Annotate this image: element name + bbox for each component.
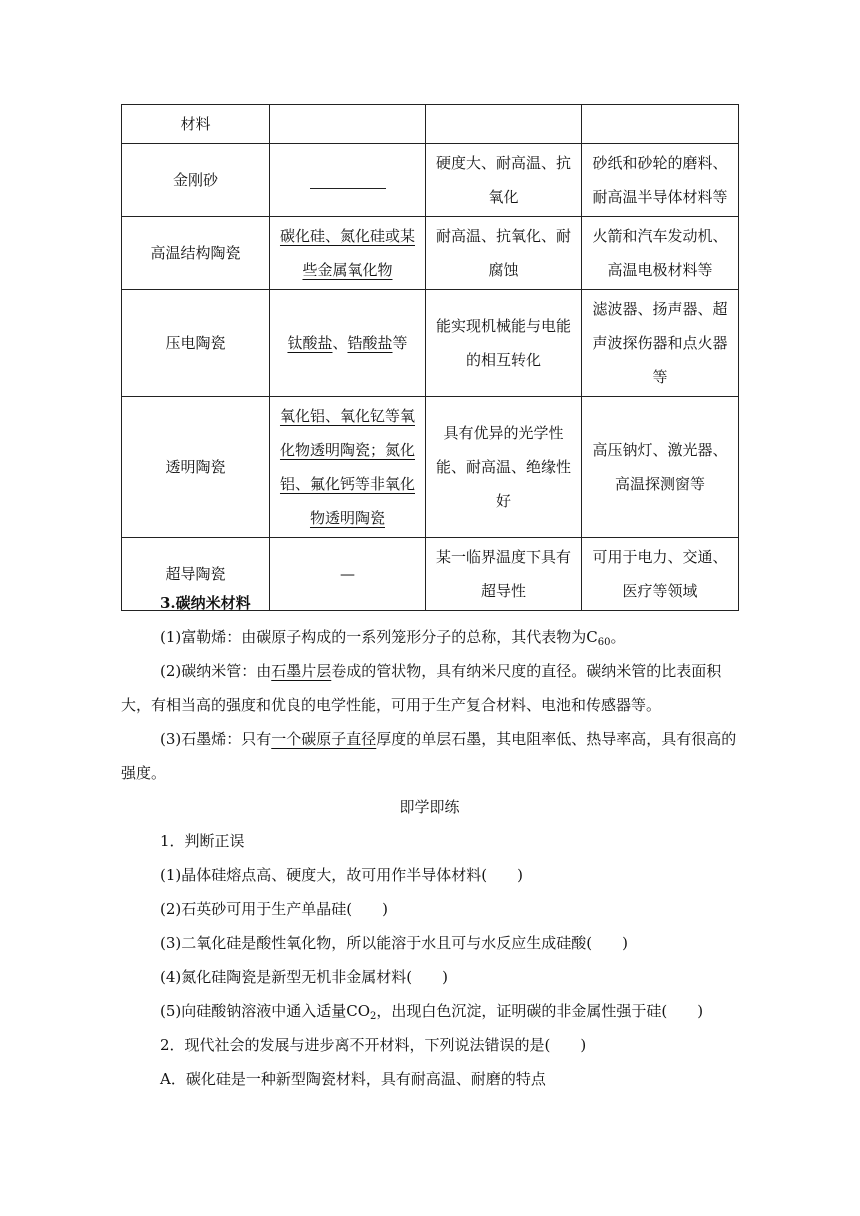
table-cell: 超导陶瓷 xyxy=(122,538,270,611)
table-cell: 碳化硅、氮化硅或某些金属氧化物 xyxy=(270,217,426,290)
table-cell: 高温结构陶瓷 xyxy=(122,217,270,290)
table-cell: 压电陶瓷 xyxy=(122,290,270,397)
table-row xyxy=(122,290,739,397)
judgment-item xyxy=(121,994,738,1028)
table-cell: — xyxy=(270,538,426,611)
table-cell: 氧化铝、氧化钇等氧化物透明陶瓷；氮化铝、氟化钙等非氧化物透明陶瓷 xyxy=(270,397,426,538)
separator: 、 xyxy=(332,334,348,352)
paragraph-text: 。 xyxy=(610,628,626,646)
table-row xyxy=(122,105,739,144)
table-cell: 硬度大、耐高温、抗氧化 xyxy=(426,144,582,217)
underlined-term: 钛酸盐 xyxy=(287,334,333,352)
judgment-item: (4)氮化硅陶瓷是新型无机非金属材料( ) xyxy=(160,968,448,986)
subscript: 2 xyxy=(370,1011,377,1022)
table-cell xyxy=(270,290,426,397)
judgment-item: (2)石英砂可用于生产单晶硅( ) xyxy=(160,900,388,918)
table-row xyxy=(122,217,739,290)
table-row xyxy=(122,144,739,217)
paragraph-fullerene xyxy=(121,620,738,654)
table-cell: 某一临界温度下具有超导性 xyxy=(426,538,582,611)
cell-tail: 等 xyxy=(392,334,408,352)
table-cell: 滤波器、扬声器、超声波探伤器和点火器等 xyxy=(582,290,739,397)
paragraph-nanotube xyxy=(121,654,738,722)
table-cell xyxy=(426,105,582,144)
table-cell: 可用于电力、交通、医疗等领域 xyxy=(582,538,739,611)
underlined-term: 石墨片层 xyxy=(271,662,332,680)
judgment-item: (3)二氧化硅是酸性氧化物，所以能溶于水且可与水反应生成硅酸( ) xyxy=(160,934,628,952)
table-cell: 具有优异的光学性能、耐高温、绝缘性好 xyxy=(426,397,582,538)
table-cell: 火箭和汽车发动机、高温电极材料等 xyxy=(582,217,739,290)
table-row xyxy=(122,397,739,538)
blank-line xyxy=(310,174,386,189)
paragraph-graphene xyxy=(121,722,738,790)
paragraph-text: 厚度的单层石墨，其电阻率低、热导率高，具有很高的强度。 xyxy=(121,730,737,782)
table-cell: 材料 xyxy=(122,105,270,144)
fill-blank xyxy=(270,144,426,217)
paragraph-text: (1)富勒烯：由碳原子构成的一系列笼形分子的总称，其代表物为C xyxy=(160,628,598,646)
table-cell xyxy=(270,105,426,144)
underlined-term: 一个碳原子直径 xyxy=(271,730,377,748)
item-text: (5)向硅酸钠溶液中通入适量CO xyxy=(160,1002,371,1020)
table-cell: 砂纸和砂轮的磨料、耐高温半导体材料等 xyxy=(582,144,739,217)
paragraph-text: 卷成的管状物，具有纳米尺度的直径。碳纳米管的比表面积大，有相当高的强度和优良的电学性能，可用于生产复合材料、电池和传感器等。 xyxy=(121,662,722,714)
table-cell: 能实现机械能与电能的相互转化 xyxy=(426,290,582,397)
question-2: 2．现代社会的发展与进步离不开材料，下列说法错误的是( ) xyxy=(160,1036,587,1054)
table-cell xyxy=(582,105,739,144)
underlined-term: 锆酸盐 xyxy=(347,334,393,352)
table-cell: 金刚砂 xyxy=(122,144,270,217)
option-a: A．碳化硅是一种新型陶瓷材料，具有耐高温、耐磨的特点 xyxy=(160,1070,546,1088)
table-cell: 透明陶瓷 xyxy=(122,397,270,538)
item-text: ，出现白色沉淀，证明碳的非金属性强于硅( ) xyxy=(376,1002,704,1020)
question-1: 1．判断正误 xyxy=(160,832,245,850)
section-heading: 3.碳纳米材料 xyxy=(160,594,251,612)
paragraph-text: (2)碳纳米管：由 xyxy=(160,662,272,680)
paragraph-text: (3)石墨烯：只有 xyxy=(160,730,272,748)
table-cell: 高压钠灯、激光器、高温探测窗等 xyxy=(582,397,739,538)
table-cell: 耐高温、抗氧化、耐腐蚀 xyxy=(426,217,582,290)
judgment-item: (1)晶体硅熔点高、硬度大，故可用作半导体材料( ) xyxy=(160,866,523,884)
materials-table xyxy=(121,104,739,611)
practice-title: 即学即练 xyxy=(399,798,460,816)
subscript: 60 xyxy=(597,637,611,648)
